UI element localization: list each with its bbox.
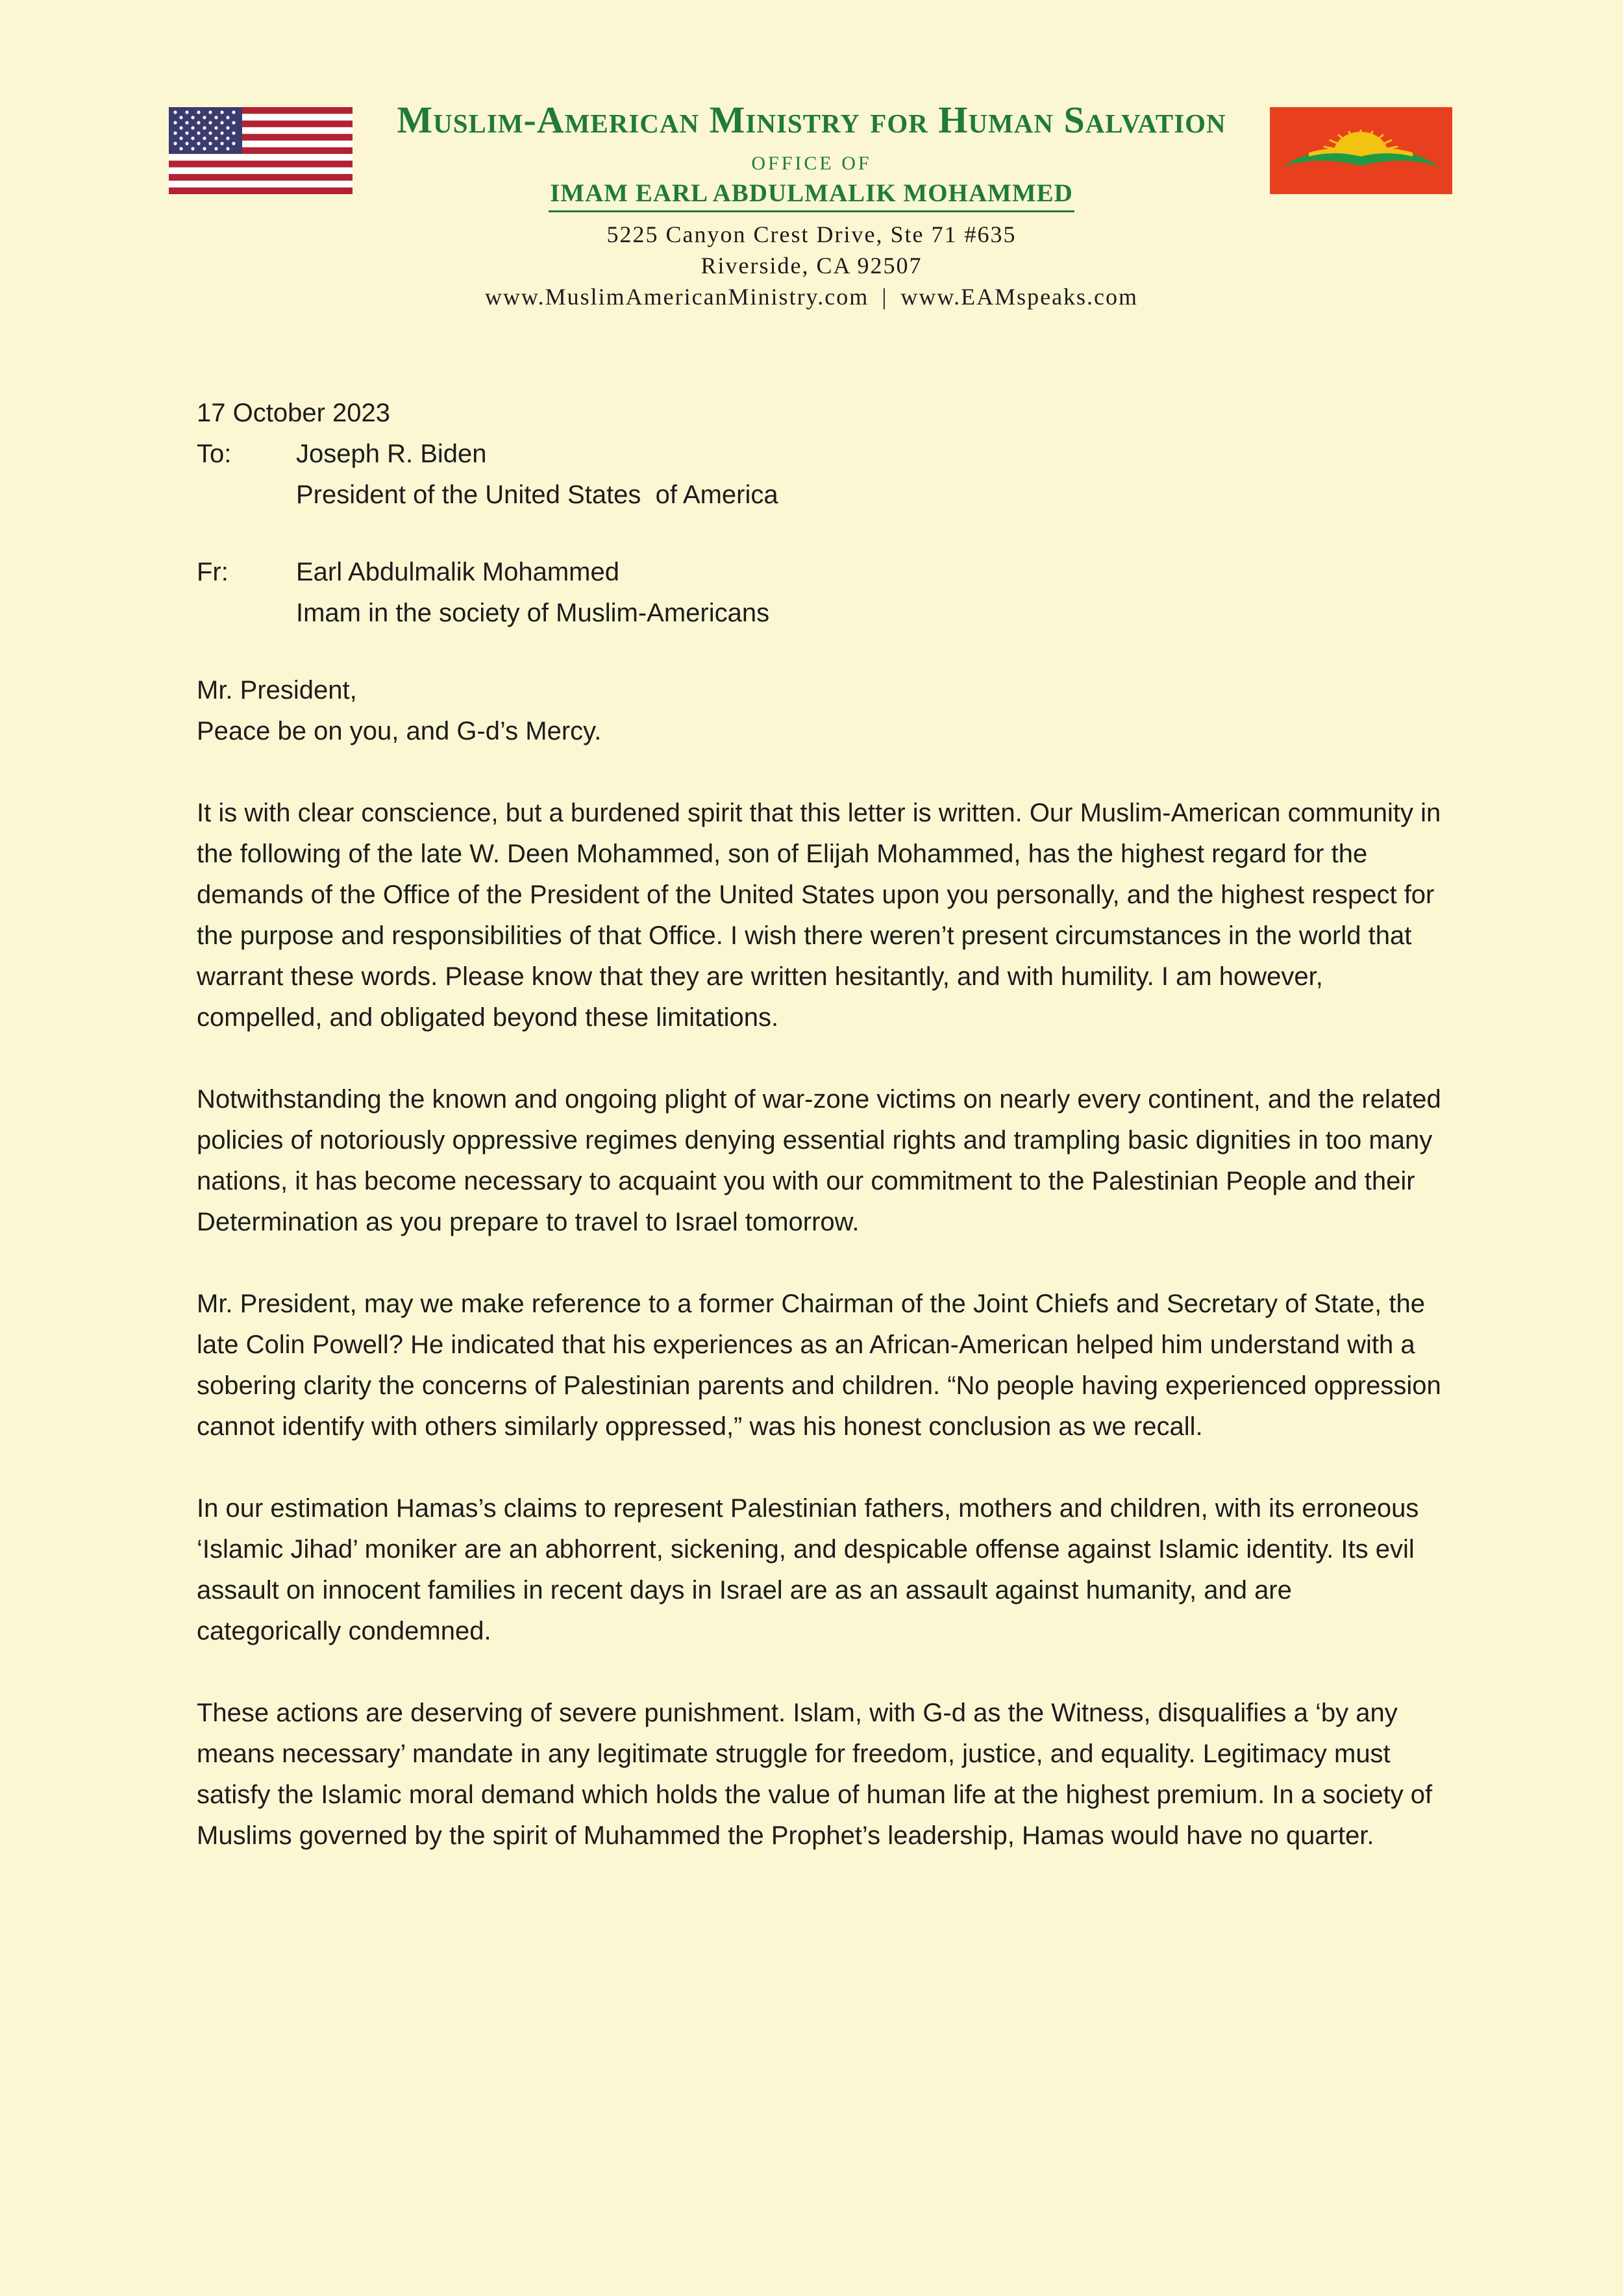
us-flag-icon [169, 107, 353, 194]
from-block [197, 552, 1443, 634]
website-separator: | [882, 284, 888, 310]
paragraph: Mr. President, may we make reference to a former Chairman of the Joint Chiefs and Secretary of State, the late Colin Powell? He indicated that his experiences as an African-American helped him understand with a sobering clarity the concerns of Palestinian parents and children. “No people having experienced oppression cannot identify with others similarly oppressed,” was his honest conclusion as we recall. [197, 1290, 1441, 1441]
greeting: Peace be on you, and G-d’s Mercy. [197, 717, 602, 745]
ministry-flag-icon [1270, 107, 1452, 194]
office-of-label: OFFICE OF [751, 153, 872, 174]
websites [364, 281, 1259, 312]
salutation: Mr. President, [197, 676, 357, 705]
letter-body [197, 393, 1443, 1897]
paragraph: In our estimation Hamas’s claims to represent Palestinian fathers, mothers and children, with its erroneous ‘Islamic Jihad’ moniker are an abhorrent, sickening, and despicable offense against Islamic identity. Its evil assault on innocent families in recent days in Israel are as an assault against humanity, and are categorically condemned. [197, 1494, 1419, 1645]
sender-title: Imam in the society of Muslim-Americans [296, 599, 770, 627]
paragraph: Notwithstanding the known and ongoing plight of war-zone victims on nearly every continent, and the related policies of notoriously oppressive regimes denying essential rights and trampling basic dignities in too many nations, it has become necessary to acquaint you with our commitment to the Palestinian People and their Determination as you prepare to travel to Israel tomorrow. [197, 1085, 1441, 1236]
org-name: Muslim-American Ministry for Human Salvation [397, 99, 1226, 141]
recipient-name: Joseph R. Biden [296, 440, 487, 468]
letterhead [364, 97, 1259, 312]
address-line-1: 5225 Canyon Crest Drive, Ste 71 #635 [606, 221, 1017, 247]
address-line-2: Riverside, CA 92507 [700, 253, 923, 279]
recipient-title: President of the United States of America [296, 480, 778, 509]
sender-name: Earl Abdulmalik Mohammed [296, 558, 619, 586]
to-label: To: [197, 440, 232, 468]
to-block [197, 434, 1443, 516]
website-link-ministry[interactable]: www.MuslimAmericanMinistry.com [484, 284, 869, 310]
paragraph: These actions are deserving of severe punishment. Islam, with G-d as the Witness, disqualifies a ‘by any means necessary’ mandate in any legitimate struggle for freedom, justice, and equality. Legitimacy must satisfy the Islamic moral demand which holds the value of human life at the highest premium. In a society of Muslims governed by the spirit of Muhammed the Prophet’s leadership, Hamas would have no quarter. [197, 1699, 1433, 1850]
paragraph: It is with clear conscience, but a burdened spirit that this letter is written. Our Muslim-American community in the following of the late W. Deen Mohammed, son of Elijah Mohammed, has the highest regard for the demands of the Office of the President of the United States upon you personally, and the highest respect for the purpose and responsibilities of that Office. I wish there weren’t present circumstances in the world that warrant these words. Please know that they are written hesitantly, and with humility. I am however, compelled, and obligated beyond these limitations. [197, 799, 1441, 1032]
letter-date: 17 October 2023 [197, 399, 390, 427]
from-label: Fr: [197, 558, 229, 586]
website-link-eamspeaks[interactable]: www.EAMspeaks.com [900, 284, 1139, 310]
imam-name: IMAM EARL ABDULMALIK MOHAMMED [549, 178, 1074, 212]
